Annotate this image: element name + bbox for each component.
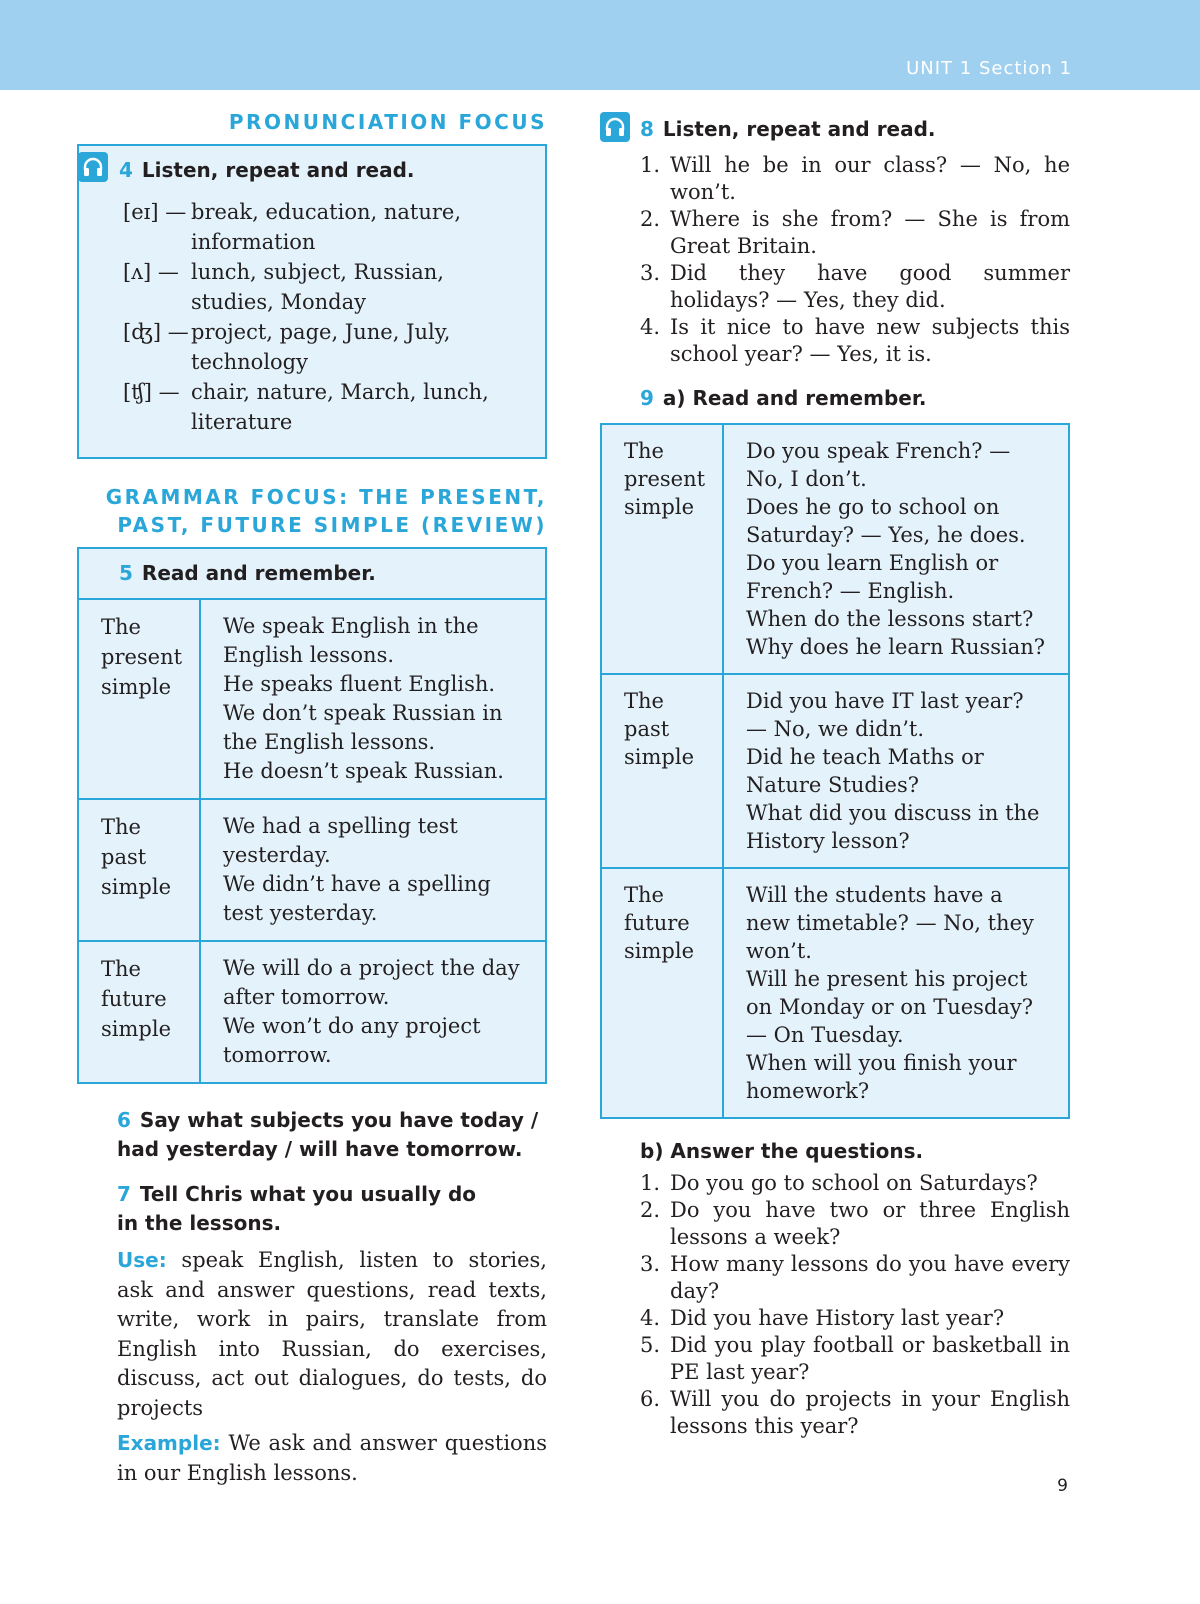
table-row: [79, 800, 545, 942]
page-number: 9: [1057, 1476, 1068, 1496]
task-8-title: 8 Listen, repeat and read.: [600, 115, 1070, 144]
table-row: [602, 425, 1068, 675]
table-row: [79, 942, 545, 1082]
task-8-list: [600, 152, 1070, 368]
pronunciation-box: [77, 144, 547, 459]
example-words: chair, nature, March, lunch,: [191, 380, 489, 404]
headphones-icon[interactable]: [78, 152, 108, 182]
pronunciation-row: [ʌ] — lunch, subject, Russian, studies, Monday: [79, 257, 545, 317]
example-sentences: We will do a project the day after tomorrow. We won’t do any project tomorrow.: [223, 956, 520, 1067]
tense-questions-table: [600, 423, 1070, 1119]
task-5-title: 5 Read and remember.: [79, 549, 545, 600]
tense-label: The present simple: [79, 600, 201, 798]
right-column: [600, 115, 1070, 1440]
task-4-title: 4 Listen, repeat and read.: [119, 158, 415, 182]
example-words: lunch, subject, Russian,: [191, 260, 444, 284]
example-sentences: We had a spelling test yesterday. We didn’t have a spelling test yesterday.: [223, 814, 491, 925]
task-6-title: 6 Say what subjects you have today / had yesterday / will have tomorrow.: [117, 1108, 539, 1161]
list-item: 2. Where is she from? — She is from Great Britain.: [640, 207, 1070, 258]
example-sentence: Example: We ask and answer questions in our English lessons.: [117, 1431, 547, 1485]
task-9b-title: b) Answer the questions.: [640, 1139, 924, 1163]
example-words: project, page, June, July,: [191, 320, 451, 344]
tense-label: The future simple: [602, 869, 724, 1117]
list-item: 6. Will you do projects in your English lessons this year?: [640, 1387, 1070, 1438]
list-item: 3. Did they have good summer holidays? — Yes, they did.: [640, 261, 1070, 312]
list-item: 4. Did you have History last year?: [640, 1306, 1005, 1330]
task-9-title: 9 a) Read and remember.: [640, 386, 927, 410]
phonetic-symbol: [ʤ] —: [123, 320, 189, 344]
example-questions: Will the students have a new timetable? — No, they won’t. Will he present his project on Monday or on Tuesday? — On Tuesday. When will you finish your homework?: [746, 883, 1034, 1103]
table-row: [79, 600, 545, 800]
tense-label: The future simple: [79, 942, 201, 1082]
use-label: Use:: [117, 1248, 167, 1272]
pronunciation-heading: PRONUNCIATION FOCUS: [228, 110, 547, 134]
headphones-icon[interactable]: [600, 112, 630, 142]
grammar-table: [77, 547, 547, 1084]
left-column: [77, 108, 547, 1488]
example-label: Example:: [117, 1431, 221, 1455]
example-sentences: We speak English in the English lessons. He speaks fluent English. We don’t speak Russian in the English lessons. He doesn’t speak Russian.: [223, 614, 504, 783]
grammar-heading: GRAMMAR FOCUS: THE PRESENT, PAST, FUTURE SIMPLE (REVIEW): [105, 485, 547, 537]
tense-label: The past simple: [602, 675, 724, 867]
example-questions: Do you speak French? — No, I don’t. Does he go to school on Saturday? — Yes, he does. Do you learn English or French? — English. When do the lessons start? Why does he learn Russian?: [746, 439, 1046, 659]
list-item: 5. Did you play football or basketball in PE last year?: [640, 1333, 1070, 1384]
list-item: 1. Will he be in our class? — No, he won’t.: [640, 153, 1070, 204]
pronunciation-row: [ʤ] — project, page, June, July, technology: [79, 317, 545, 377]
example-words: break, education, nature,: [191, 200, 462, 224]
phonetic-symbol: [ʧ] —: [123, 380, 180, 404]
tense-label: The present simple: [602, 425, 724, 673]
use-words: Use: speak English, listen to stories, ask and answer questions, read texts, write, work in pairs, translate from English into Russian, do exercises, discuss, act out dialogues, do tests, do projects: [117, 1248, 547, 1420]
phonetic-symbol: [eɪ] —: [123, 200, 187, 224]
table-row: [602, 675, 1068, 869]
unit-label: UNIT 1 Section 1: [906, 58, 1072, 79]
tense-label: The past simple: [79, 800, 201, 940]
list-item: 3. How many lessons do you have every day?: [640, 1252, 1070, 1303]
phonetic-symbol: [ʌ] —: [123, 260, 179, 284]
list-item: 2. Do you have two or three English lessons a week?: [640, 1198, 1070, 1249]
pronunciation-row: [ʧ] — chair, nature, March, lunch, literature: [79, 377, 545, 437]
task-7-title: 7 Tell Chris what you usually do in the lessons.: [117, 1182, 477, 1235]
list-item: 1. Do you go to school on Saturdays?: [640, 1171, 1038, 1195]
table-row: [602, 869, 1068, 1117]
list-item: 4. Is it nice to have new subjects this school year? — Yes, it is.: [640, 315, 1070, 366]
task-9b-list: [600, 1170, 1070, 1440]
example-questions: Did you have IT last year? — No, we didn’t. Did he teach Maths or Nature Studies? What did you discuss in the History lesson?: [746, 689, 1040, 853]
pronunciation-row: [eɪ] — break, education, nature, information: [79, 197, 545, 257]
